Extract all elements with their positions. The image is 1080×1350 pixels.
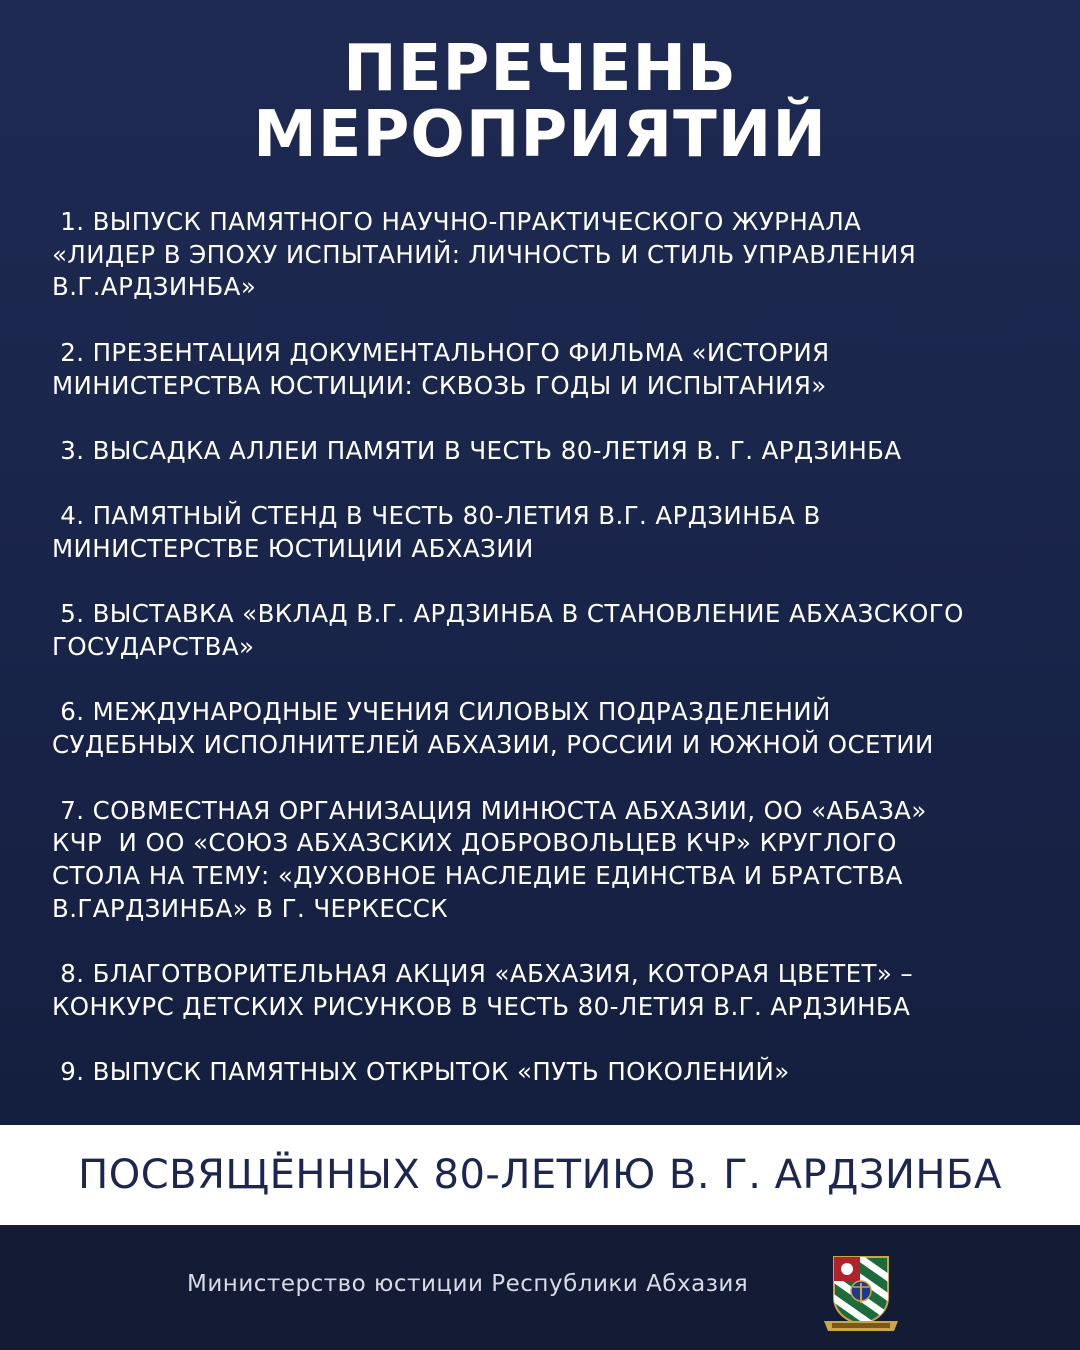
event-line: 8. БЛАГОТВОРИТЕЛЬНАЯ АКЦИЯ «АБХАЗИЯ, КОТОРАЯ ЦВЕТЕТ» – — [52, 959, 914, 989]
event-line: 3. ВЫСАДКА АЛЛЕИ ПАМЯТИ В ЧЕСТЬ 80-ЛЕТИЯ В. Г. АРДЗИНБА — [52, 435, 902, 465]
event-line: 4. ПАМЯТНЫЙ СТЕНД В ЧЕСТЬ 80-ЛЕТИЯ В.Г. АРДЗИНБА В — [52, 501, 821, 531]
event-line: МИНИСТЕРСТВЕ ЮСТИЦИИ АБХАЗИИ — [52, 533, 534, 563]
event-line: ГОСУДАРСТВА» — [52, 632, 255, 662]
footer — [0, 1225, 1080, 1350]
event-line: 1. ВЫПУСК ПАМЯТНОГО НАУЧНО-ПРАКТИЧЕСКОГО ЖУРНАЛА — [52, 207, 862, 236]
event-item — [52, 337, 1042, 402]
event-line: КЧР И ОО «СОЮЗ АБХАЗСКИХ ДОБРОВОЛЬЦЕВ КЧР» КРУГЛОГО — [52, 828, 897, 858]
dedication-banner — [0, 1125, 1080, 1225]
event-item — [52, 696, 1042, 761]
ministry-emblem-icon — [820, 1251, 902, 1335]
event-item — [52, 1056, 1042, 1089]
event-line: СУДЕБНЫХ ИСПОЛНИТЕЛЕЙ АБХАЗИИ, РОССИИ И ЮЖНОЙ ОСЕТИИ — [52, 730, 934, 760]
event-item — [52, 958, 1042, 1023]
event-line: МИНИСТЕРСТВА ЮСТИЦИИ: СКВОЗЬ ГОДЫ И ИСПЫТАНИЯ» — [52, 370, 827, 400]
event-line: В.Г.АРДЗИНБА» — [52, 272, 257, 302]
event-line: 9. ВЫПУСК ПАМЯТНЫХ ОТКРЫТОК «ПУТЬ ПОКОЛЕНИЙ» — [52, 1057, 790, 1087]
event-line: СТОЛА НА ТЕМУ: «ДУХОВНОЕ НАСЛЕДИЕ ЕДИНСТВА И БРАТСТВА — [52, 860, 903, 890]
dedication-text: ПОСВЯЩЁННЫХ 80-ЛЕТИЮ В. Г. АРДЗИНБА — [78, 1152, 1002, 1198]
title-line-2: МЕРОПРИЯТИЙ — [253, 98, 827, 172]
page-title — [0, 32, 1080, 172]
event-line: 6. МЕЖДУНАРОДНЫЕ УЧЕНИЯ СИЛОВЫХ ПОДРАЗДЕЛЕНИЙ — [52, 697, 831, 727]
event-line: 2. ПРЕЗЕНТАЦИЯ ДОКУМЕНТАЛЬНОГО ФИЛЬМА «ИСТОРИЯ — [52, 337, 830, 367]
title-line-1: ПЕРЕЧЕНЬ — [343, 32, 737, 106]
event-line: 5. ВЫСТАВКА «ВКЛАД В.Г. АРДЗИНБА В СТАНОВЛЕНИЕ АБХАЗСКОГО — [52, 599, 964, 629]
event-item — [52, 435, 1042, 468]
event-line: КОНКУРС ДЕТСКИХ РИСУНКОВ В ЧЕСТЬ 80-ЛЕТИЯ В.Г. АРДЗИНБА — [52, 991, 911, 1021]
event-item — [52, 795, 1042, 926]
event-item — [52, 206, 1042, 304]
event-item — [52, 500, 1042, 565]
event-line: В.ГАРДЗИНБА» В Г. ЧЕРКЕССК — [52, 893, 449, 923]
organization-name: Министерство юстиции Республики Абхазия — [187, 1271, 749, 1297]
event-line: 7. СОВМЕСТНАЯ ОРГАНИЗАЦИЯ МИНЮСТА АБХАЗИИ, ОО «АБАЗА» — [52, 795, 927, 825]
event-line: «ЛИДЕР В ЭПОХУ ИСПЫТАНИЙ: ЛИЧНОСТЬ И СТИЛЬ УПРАВЛЕНИЯ — [52, 239, 917, 269]
event-item — [52, 598, 1042, 663]
events-list — [52, 206, 1042, 1122]
